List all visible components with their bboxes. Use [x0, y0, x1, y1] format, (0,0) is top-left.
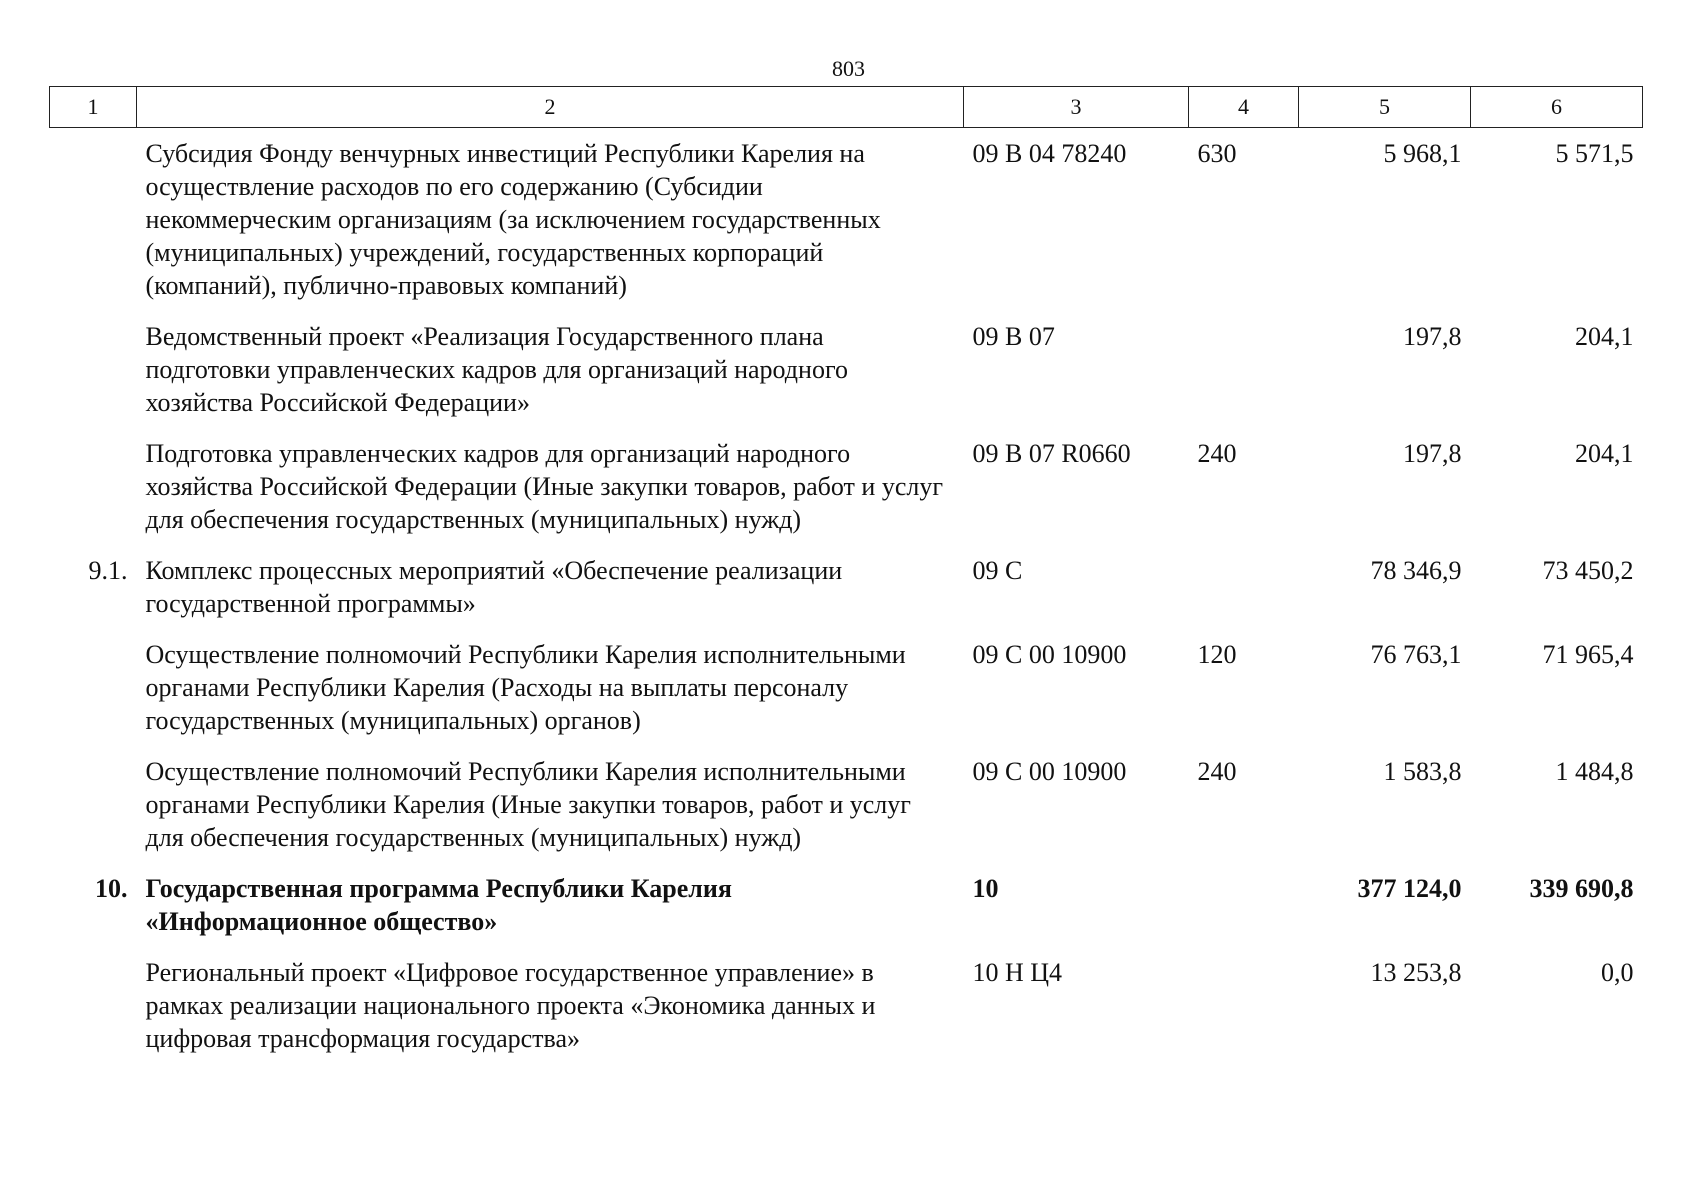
table-row-program-total [50, 865, 1643, 949]
header-col-1: 1 [50, 87, 137, 128]
row-sum-col5: 197,8 [1403, 322, 1462, 351]
row-sum-col6: 1 484,8 [1555, 757, 1634, 786]
row-sum-col6: 73 450,2 [1542, 556, 1634, 585]
header-col-4: 4 [1189, 87, 1299, 128]
table-row [50, 430, 1643, 547]
row-expense-type: 240 [1197, 757, 1237, 786]
row-name: Осуществление полномочий Республики Карелия исполнительными органами Республики Карелия (Иные закупки товаров, работ и услуг для обеспечения государственных (муниципальных) нужд) [145, 757, 911, 852]
header-row [50, 87, 1643, 128]
row-number [50, 313, 137, 430]
row-expense-type: 630 [1197, 139, 1237, 168]
row-name: Государственная программа Республики Карелия «Информационное общество» [145, 874, 732, 936]
row-number [50, 128, 137, 314]
row-expense-type: 240 [1197, 439, 1237, 468]
row-number [50, 748, 137, 865]
table-header [50, 87, 1643, 128]
row-sum-col5: 78 346,9 [1370, 556, 1462, 585]
row-sum-col6: 5 571,5 [1555, 139, 1634, 168]
row-code: 09 С 00 10900 [972, 640, 1127, 669]
row-name: Осуществление полномочий Республики Карелия исполнительными органами Республики Карелия (Расходы на выплаты персоналу государственных (муниципальных) органов) [145, 640, 906, 735]
row-sum-col6: 0,0 [1601, 958, 1634, 987]
table-row [50, 547, 1643, 631]
row-number [50, 949, 137, 1066]
row-sum-col5: 197,8 [1403, 439, 1462, 468]
row-sum-col5: 13 253,8 [1370, 958, 1462, 987]
row-sum-col5: 5 968,1 [1383, 139, 1462, 168]
header-col-5: 5 [1299, 87, 1471, 128]
row-name: Подготовка управленческих кадров для организаций народного хозяйства Российской Федерации (Иные закупки товаров, работ и услуг для обеспечения государственных (муниципальных) нужд) [145, 439, 943, 534]
row-number: 9.1. [88, 556, 128, 585]
table-row [50, 631, 1643, 748]
header-col-2: 2 [137, 87, 964, 128]
row-sum-col5: 76 763,1 [1370, 640, 1462, 669]
table-row [50, 949, 1643, 1066]
row-code: 09 В 07 [972, 322, 1055, 351]
row-name: Комплекс процессных мероприятий «Обеспечение реализации государственной программы» [145, 556, 843, 618]
row-name: Субсидия Фонду венчурных инвестиций Республики Карелия на осуществление расходов по его содержанию (Субсидии некоммерческим организациям (за исключением государственных (муниципальных) учреждений, государственных корпораций (компаний), публично-правовых компаний) [145, 139, 881, 300]
table-body [50, 128, 1643, 1067]
row-number [50, 430, 137, 547]
row-expense-type [1189, 313, 1299, 430]
row-name: Ведомственный проект «Реализация Государственного плана подготовки управленческих кадров для организаций народного хозяйства Российской Федерации» [145, 322, 848, 417]
row-code: 09 С 00 10900 [972, 757, 1127, 786]
row-code: 09 С [972, 556, 1023, 585]
row-sum-col5: 1 583,8 [1383, 757, 1462, 786]
budget-table [49, 86, 1643, 1066]
row-number: 10. [95, 874, 128, 903]
row-expense-type [1189, 865, 1299, 949]
row-sum-col6: 204,1 [1575, 322, 1634, 351]
row-code: 09 В 07 R0660 [972, 439, 1131, 468]
header-col-3: 3 [964, 87, 1189, 128]
row-code: 10 Н Ц4 [972, 958, 1063, 987]
row-sum-col5: 377 124,0 [1357, 874, 1462, 903]
row-expense-type: 120 [1197, 640, 1237, 669]
table-row [50, 748, 1643, 865]
row-number [50, 631, 137, 748]
row-code: 10 [972, 874, 999, 903]
row-expense-type [1189, 949, 1299, 1066]
header-col-6: 6 [1471, 87, 1643, 128]
row-sum-col6: 71 965,4 [1542, 640, 1634, 669]
table-row [50, 128, 1643, 314]
page-number: 803 [832, 56, 865, 81]
row-expense-type [1189, 547, 1299, 631]
row-sum-col6: 204,1 [1575, 439, 1634, 468]
table-row [50, 313, 1643, 430]
row-name: Региональный проект «Цифровое государственное управление» в рамках реализации национального проекта «Экономика данных и цифровая трансформация государства» [145, 958, 876, 1053]
row-sum-col6: 339 690,8 [1529, 874, 1634, 903]
row-code: 09 В 04 78240 [972, 139, 1127, 168]
